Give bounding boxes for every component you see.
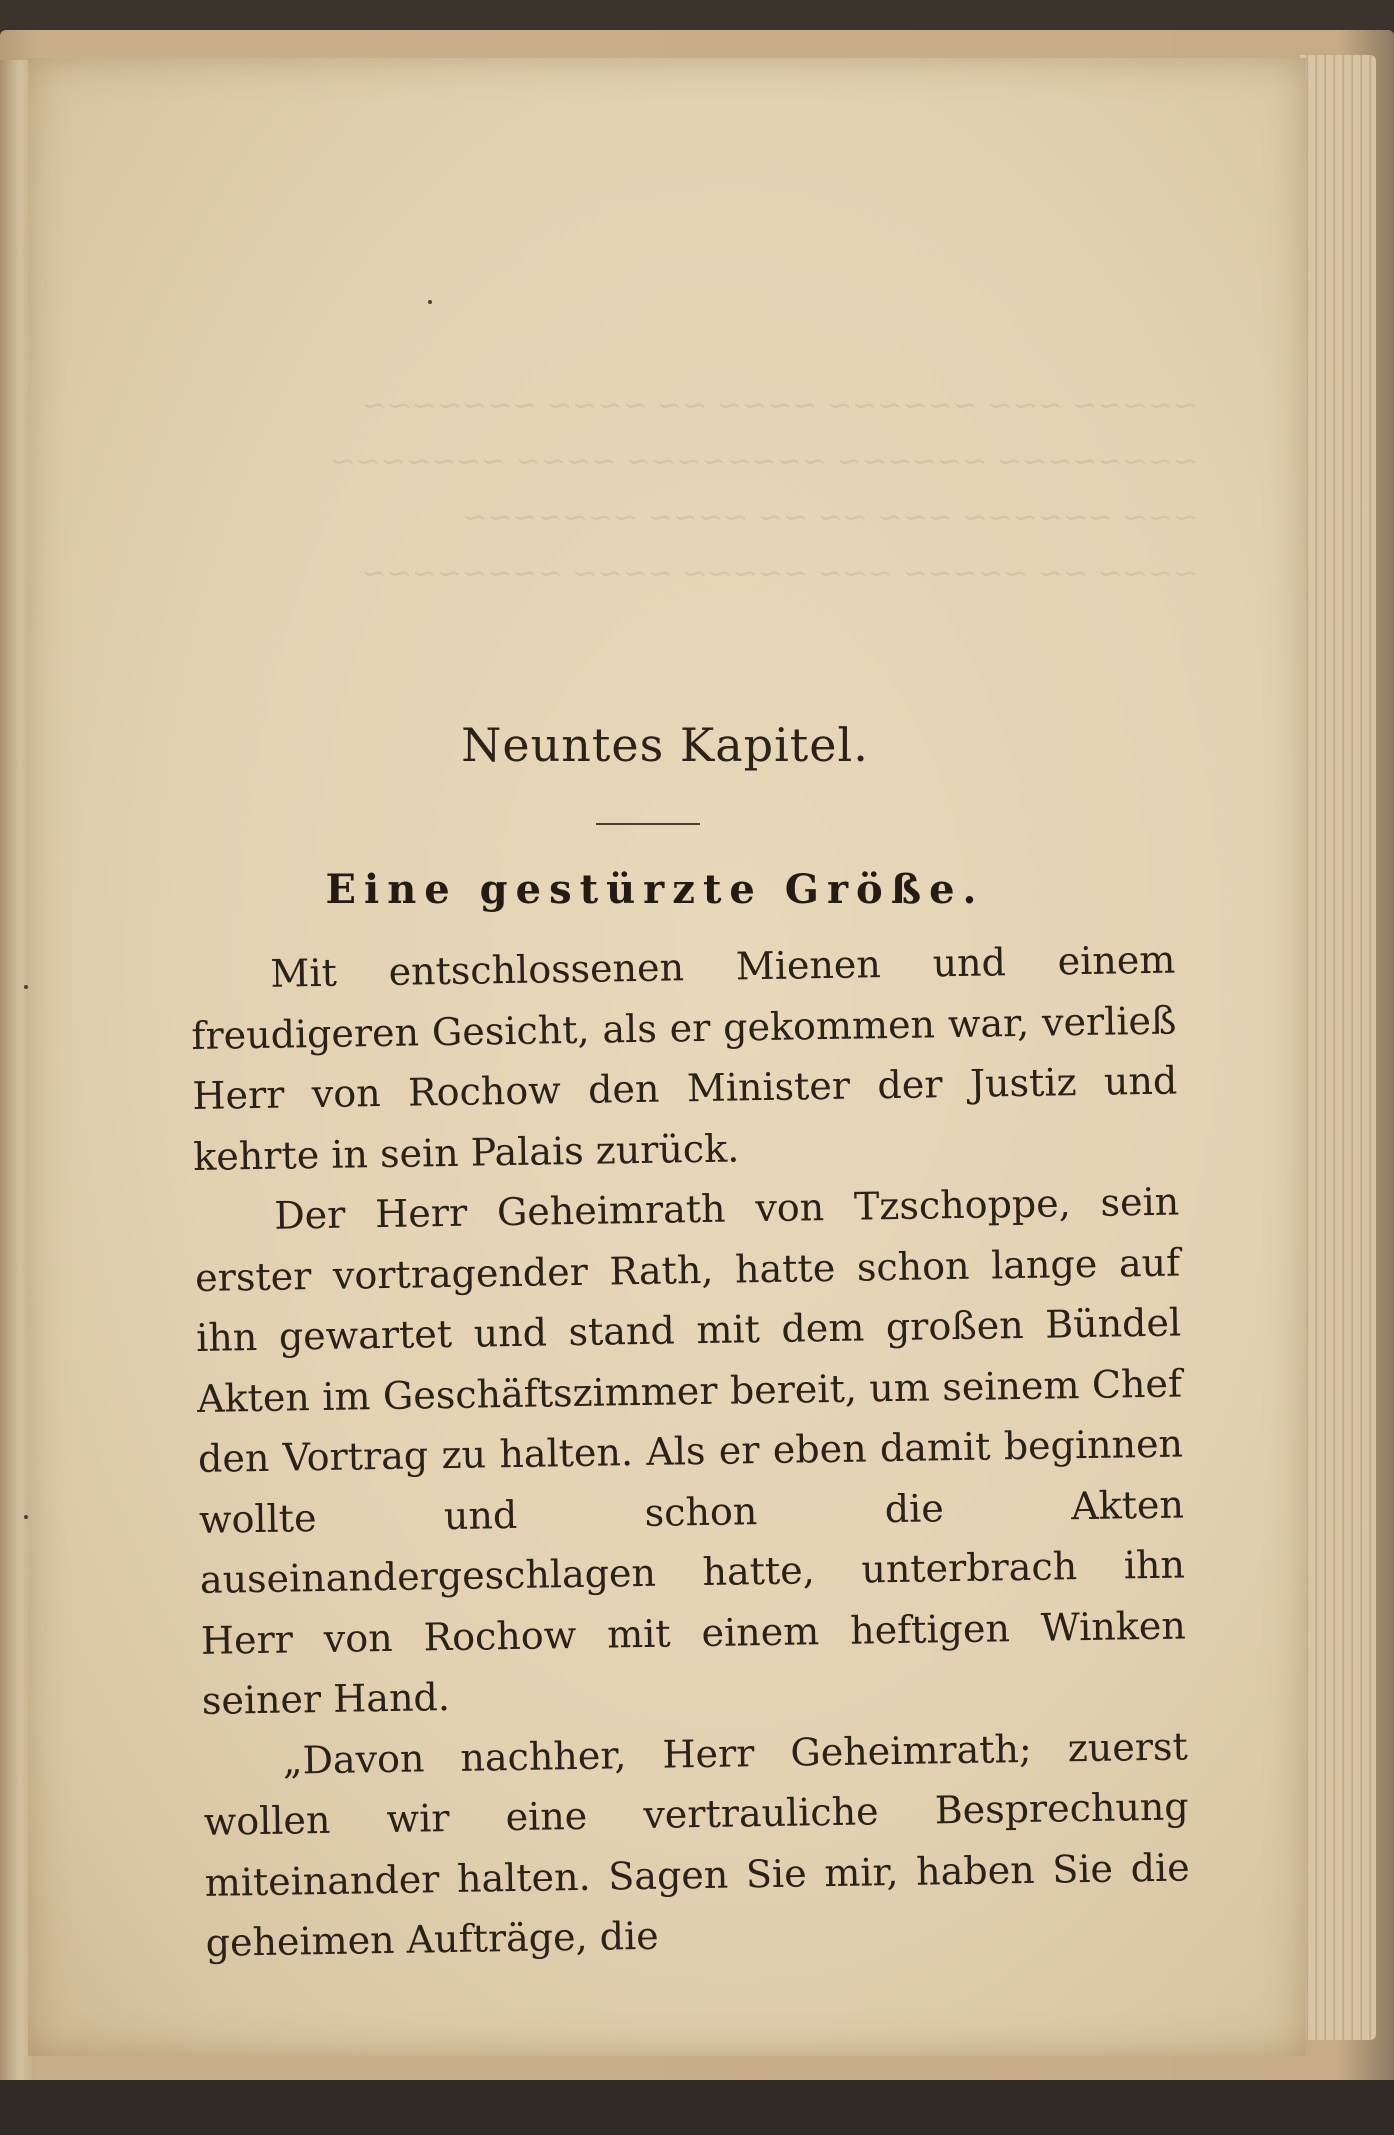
title-divider (596, 823, 700, 825)
ink-speck (428, 300, 432, 304)
ink-speck (24, 985, 28, 989)
body-text (190, 930, 1191, 1974)
section-title: Eine gestürzte Größe. (325, 866, 985, 913)
bleed-through-text: ~~~~~ ~~~ ~~~~~~ ~~~~ ~~ ~~~~ ~~~~~~~ ~~~~~~~~ ~~~~~~ ~~~~~~~~ ~~~~ ~~~~~~~ ~~~ ~~~~~~ ~~~ ~~ ~~ ~~~~ ~~~~~~~ ~~~~ ~~ ~~~~~ ~~~ ~~~~~ ~~~~ ~~~~~~~~ (330, 388, 1198, 591)
paragraph: Der Herr Geheimrath von Tzschoppe, sein erster vortragender Rath, hatte schon lange auf ihn gewartet und stand mit dem großen Bündel Akten im Geschäftszimmer bereit, um seinem Chef den Vortrag zu halten. Als er eben damit beginnen wollte und schon die Akten auseinandergeschlagen hatte, unterbrach ihn Herr von Rochow mit einem heftigen Winken seiner Hand. (194, 1179, 1187, 1723)
paragraph: „Davon nachher, Herr Geheimrath; zuerst wollen wir eine vertrauliche Besprechung miteinander halten. Sagen Sie mir, haben Sie die geheimen Aufträge, die (203, 1723, 1190, 1965)
scan-bottom-edge (0, 2080, 1394, 2135)
page-edges (1300, 55, 1376, 2040)
chapter-title: Neuntes Kapitel. (461, 718, 869, 772)
paragraph: Mit entschlossenen Mienen und einem freudigeren Gesicht, als er gekommen war, verließ Herr von Rochow den Minister der Justiz und kehrte in sein Palais zurück. (191, 937, 1178, 1179)
ink-speck (24, 1515, 28, 1519)
